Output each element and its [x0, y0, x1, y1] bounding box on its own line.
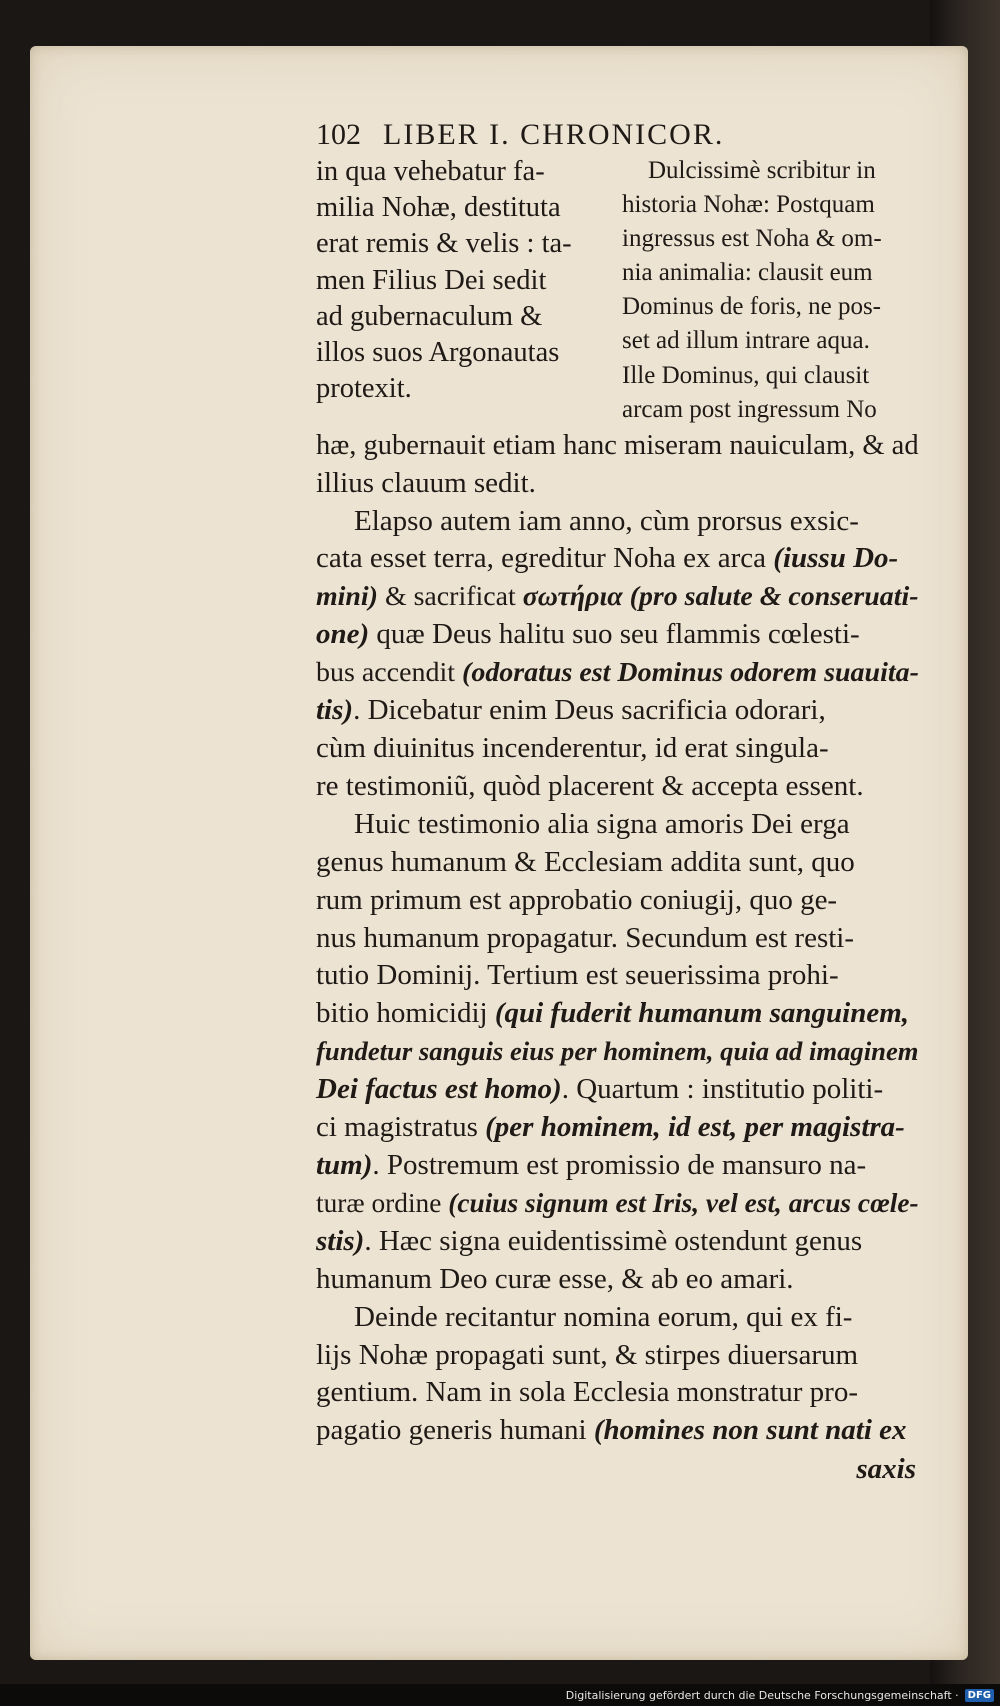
italic-segment: Dei factus est homo) [316, 1073, 562, 1106]
text-line [316, 1299, 922, 1337]
dfg-logo-badge: DFG [965, 1689, 994, 1702]
text-line [316, 654, 922, 692]
text-line: Dulcissimè scribitur in [648, 157, 876, 184]
text-segment: quæ Deus halitu suo seu flammis cœlesti- [369, 618, 860, 651]
text-segment: . Postremum est promissio de mansuro na- [372, 1148, 867, 1181]
text-line [316, 1337, 922, 1375]
text-segment: Elapso autem iam anno, cùm prorsus exsic- [354, 504, 859, 537]
text-line [316, 882, 922, 920]
text-segment: bitio homicidij [316, 997, 495, 1030]
text-segment: . Dicebatur enim Deus sacrificia odorari, [353, 694, 826, 727]
text-line: Ille Dominus, qui clausit [622, 361, 870, 389]
italic-segment: mini) [316, 581, 378, 613]
text-segment: gentium. Nam in sola Ecclesia monstratur pro- [316, 1376, 858, 1409]
page-number: 102 [316, 118, 361, 151]
text-line [316, 1147, 922, 1185]
right-column [622, 154, 922, 427]
italic-segment: fundetur sanguis eius per hominem, quia ad imaginem [316, 1036, 919, 1067]
text-line [316, 1185, 922, 1223]
text-segment: . Hæc signa euidentissimè ostendunt genus [364, 1224, 863, 1257]
text-segment: illius clauum sedit. [316, 466, 536, 499]
text-line [316, 465, 922, 503]
italic-segment: (iussu Do- [773, 542, 899, 575]
text-line [316, 1412, 922, 1450]
text-line: protexit. [316, 373, 412, 405]
text-line [316, 844, 922, 882]
text-line [316, 957, 922, 995]
text-line [316, 768, 922, 806]
text-line: ingressus est Noha & om- [622, 225, 882, 253]
page-text [316, 118, 922, 1488]
text-segment: re testimoniũ, quòd placerent & accepta essent. [316, 769, 864, 802]
text-line [316, 540, 922, 578]
text-segment: Deinde recitantur nomina eorum, qui ex fi- [354, 1300, 853, 1333]
text-line: ad gubernaculum & [316, 300, 543, 332]
text-segment: tutio Dominij. Tertium est seuerissima prohi- [316, 959, 839, 992]
text-segment: lijs Nohæ propagati sunt, & stirpes diuersarum [316, 1338, 859, 1371]
text-line [316, 730, 922, 768]
digitization-footer [0, 1684, 1000, 1706]
text-segment: Huic testimonio alia signa amoris Dei erga [354, 807, 850, 840]
text-segment: turæ ordine [316, 1187, 449, 1218]
text-line [316, 1071, 922, 1109]
text-segment: bus accendit [316, 657, 463, 689]
text-line [316, 503, 922, 541]
italic-segment: one) [316, 618, 370, 651]
italic-segment: (per hominem, id est, per magistra- [485, 1111, 905, 1144]
text-line [316, 1374, 922, 1412]
text-segment: . Quartum : institutio politi- [561, 1073, 884, 1106]
text-segment: rum primum est approbatio coniugij, quo ge- [316, 883, 838, 916]
text-line [316, 427, 922, 465]
text-line: milia Nohæ, destituta [316, 192, 561, 224]
text-line [316, 1261, 922, 1299]
text-segment: cùm diuinitus incenderentur, id erat singula- [316, 732, 829, 764]
italic-segment: tis) [316, 694, 354, 727]
text-segment: & sacrificat [377, 581, 523, 613]
text-line [316, 995, 922, 1033]
text-line: historia Nohæ: Postquam [622, 191, 875, 219]
text-line [316, 1033, 922, 1071]
text-line: Dominus de foris, ne pos- [622, 293, 881, 321]
body-text [316, 427, 922, 1450]
text-line: arcam post ingressum No [622, 395, 877, 423]
text-segment: nus humanum propagatur. Secundum est resti- [316, 921, 855, 954]
running-header [316, 118, 922, 152]
text-line [316, 806, 922, 844]
text-line: men Filius Dei sedit [316, 264, 547, 296]
italic-segment: (homines non sunt nati ex [593, 1414, 907, 1447]
text-line [316, 1223, 922, 1261]
text-line [316, 578, 922, 616]
left-column [316, 154, 616, 427]
text-line: nia animalia: clausit eum [622, 259, 873, 287]
running-title: LIBER I. CHRONICOR. [383, 118, 725, 151]
italic-segment: σωτήρια (pro salute & conseruati- [522, 581, 919, 613]
text-line [316, 1109, 922, 1147]
text-line: erat remis & velis : ta- [316, 228, 572, 260]
footer-text: Digitalisierung gefördert durch die Deutsche Forschungsgemeinschaft · [565, 1688, 959, 1702]
text-line: set ad illum intrare aqua. [622, 327, 870, 355]
text-line [316, 692, 922, 730]
two-column-block [316, 154, 922, 427]
italic-segment: stis) [316, 1224, 365, 1257]
italic-segment: (odoratus est Dominus odorem suauita- [462, 657, 919, 689]
text-segment: ci magistratus [316, 1111, 486, 1144]
italic-segment: tum) [316, 1148, 373, 1181]
text-segment: pagatio generis humani [316, 1414, 594, 1447]
text-segment: cata esset terra, egreditur Noha ex arca [316, 542, 774, 575]
text-line: in qua vehebatur fa- [316, 156, 545, 187]
text-line [316, 920, 922, 958]
catchword: saxis [856, 1453, 916, 1486]
text-line: illos suos Argonautas [316, 337, 560, 369]
text-segment: hæ, gubernauit etiam hanc miseram nauiculam, & ad [316, 429, 919, 461]
book-page [30, 46, 968, 1660]
text-segment: genus humanum & Ecclesiam addita sunt, quo [316, 845, 855, 878]
text-line [316, 616, 922, 654]
italic-segment: (cuius signum est Iris, vel est, arcus cœle- [448, 1187, 919, 1218]
italic-segment: (qui fuderit humanum sanguinem, [494, 997, 910, 1030]
text-segment: humanum Deo curæ esse, & ab eo amari. [316, 1262, 794, 1295]
